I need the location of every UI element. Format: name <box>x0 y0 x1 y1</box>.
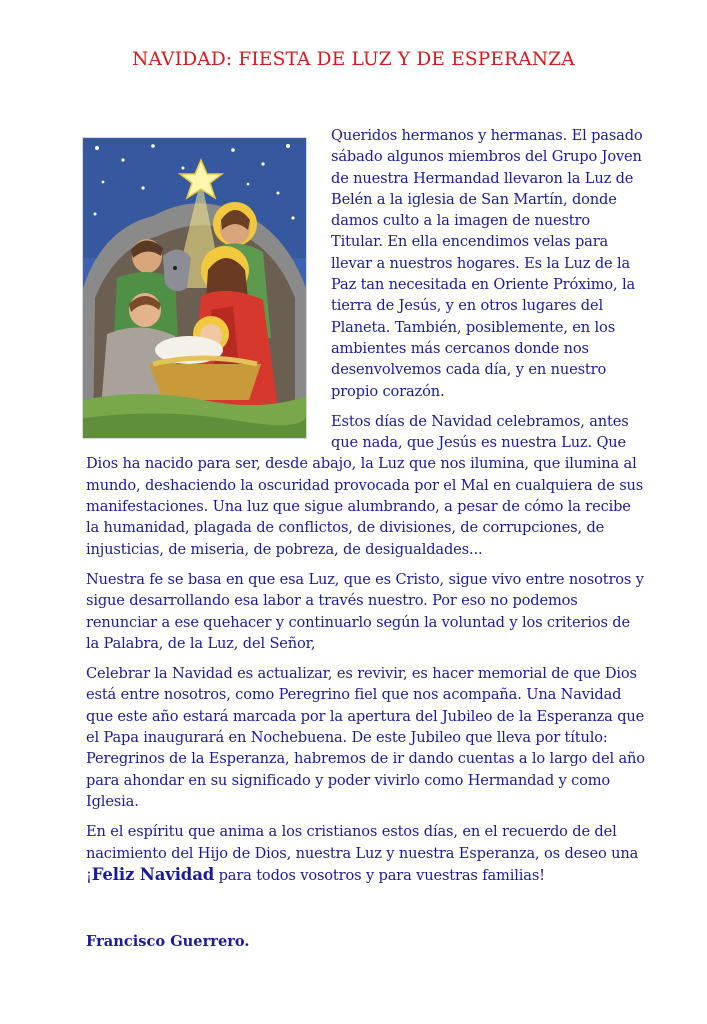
letter-body <box>86 125 646 895</box>
paragraph-3: Nuestra fe se basa en que esa Luz, que es Cristo, sigue vivo entre nosotros y sigue desarrollando esa labor a través nuestro. Por eso no podemos renunciar a ese quehacer y continuarlo según la voluntad y los criterios de la Palabra, de la Luz, del Señor, <box>86 570 644 652</box>
paragraph-5-end: para todos vosotros y para vuestras familias! <box>214 866 545 884</box>
paragraph-4: Celebrar la Navidad es actualizar, es revivir, es hacer memorial de que Dios está entre nosotros, como Peregrino fiel que nos acompaña. Una Navidad que este año estará marcada por la apertura del Jubileo de la Esperanza que el Papa inaugurará en Nochebuena. De este Jubileo que lleva por título: Peregrinos de la Esperanza, habremos de ir dando cuentas a lo largo del año para ahondar en su significado y poder vivirlo como Hermandad y como Iglesia. <box>86 665 645 810</box>
page-title: NAVIDAD: FIESTA DE LUZ Y DE ESPERANZA <box>132 49 575 70</box>
nativity-illustration <box>83 138 306 438</box>
feliz-navidad-highlight: Feliz Navidad <box>91 864 215 884</box>
paragraph-5-start: En el espíritu que anima a los cristianos estos días, en el recuerdo de del nacimiento del Hijo de Dios, nuestra Luz y nuestra Esperanza, os deseo una ¡ <box>86 823 639 884</box>
signature: Francisco Guerrero. <box>86 933 250 950</box>
paragraph-1: Queridos hermanos y hermanas. El pasado sábado algunos miembros del Grupo Joven de nuestra Hermandad llevaron la Luz de Belén a la iglesia de San Martín, donde damos culto a la imagen de nuestro Titular. En ella encendimos velas para llevar a nuestros hogares. Es la Luz de la Paz tan necesitada en Oriente Próximo, la tierra de Jesús, y en otros lugares del Planeta. También, posiblemente, en los ambientes más cercanos donde nos desenvolvemos cada día, y en nuestro propio corazón. <box>331 127 643 400</box>
paragraph-2: Estos días de Navidad celebramos, antes que nada, que Jesús es nuestra Luz. Que Dios ha nacido para ser, desde abajo, la Luz que nos ilumina, que ilumina al mundo, deshaciendo la oscuridad provocada por el Mal en cualquiera de sus manifestaciones. Una luz que sigue alumbrando, a pesar de cómo la recibe la humanidad, plagada de conflictos, de divisiones, de corrupciones, de injusticias, de miseria, de pobreza, de desigualdades... <box>86 412 644 558</box>
paragraph-5 <box>86 821 646 886</box>
